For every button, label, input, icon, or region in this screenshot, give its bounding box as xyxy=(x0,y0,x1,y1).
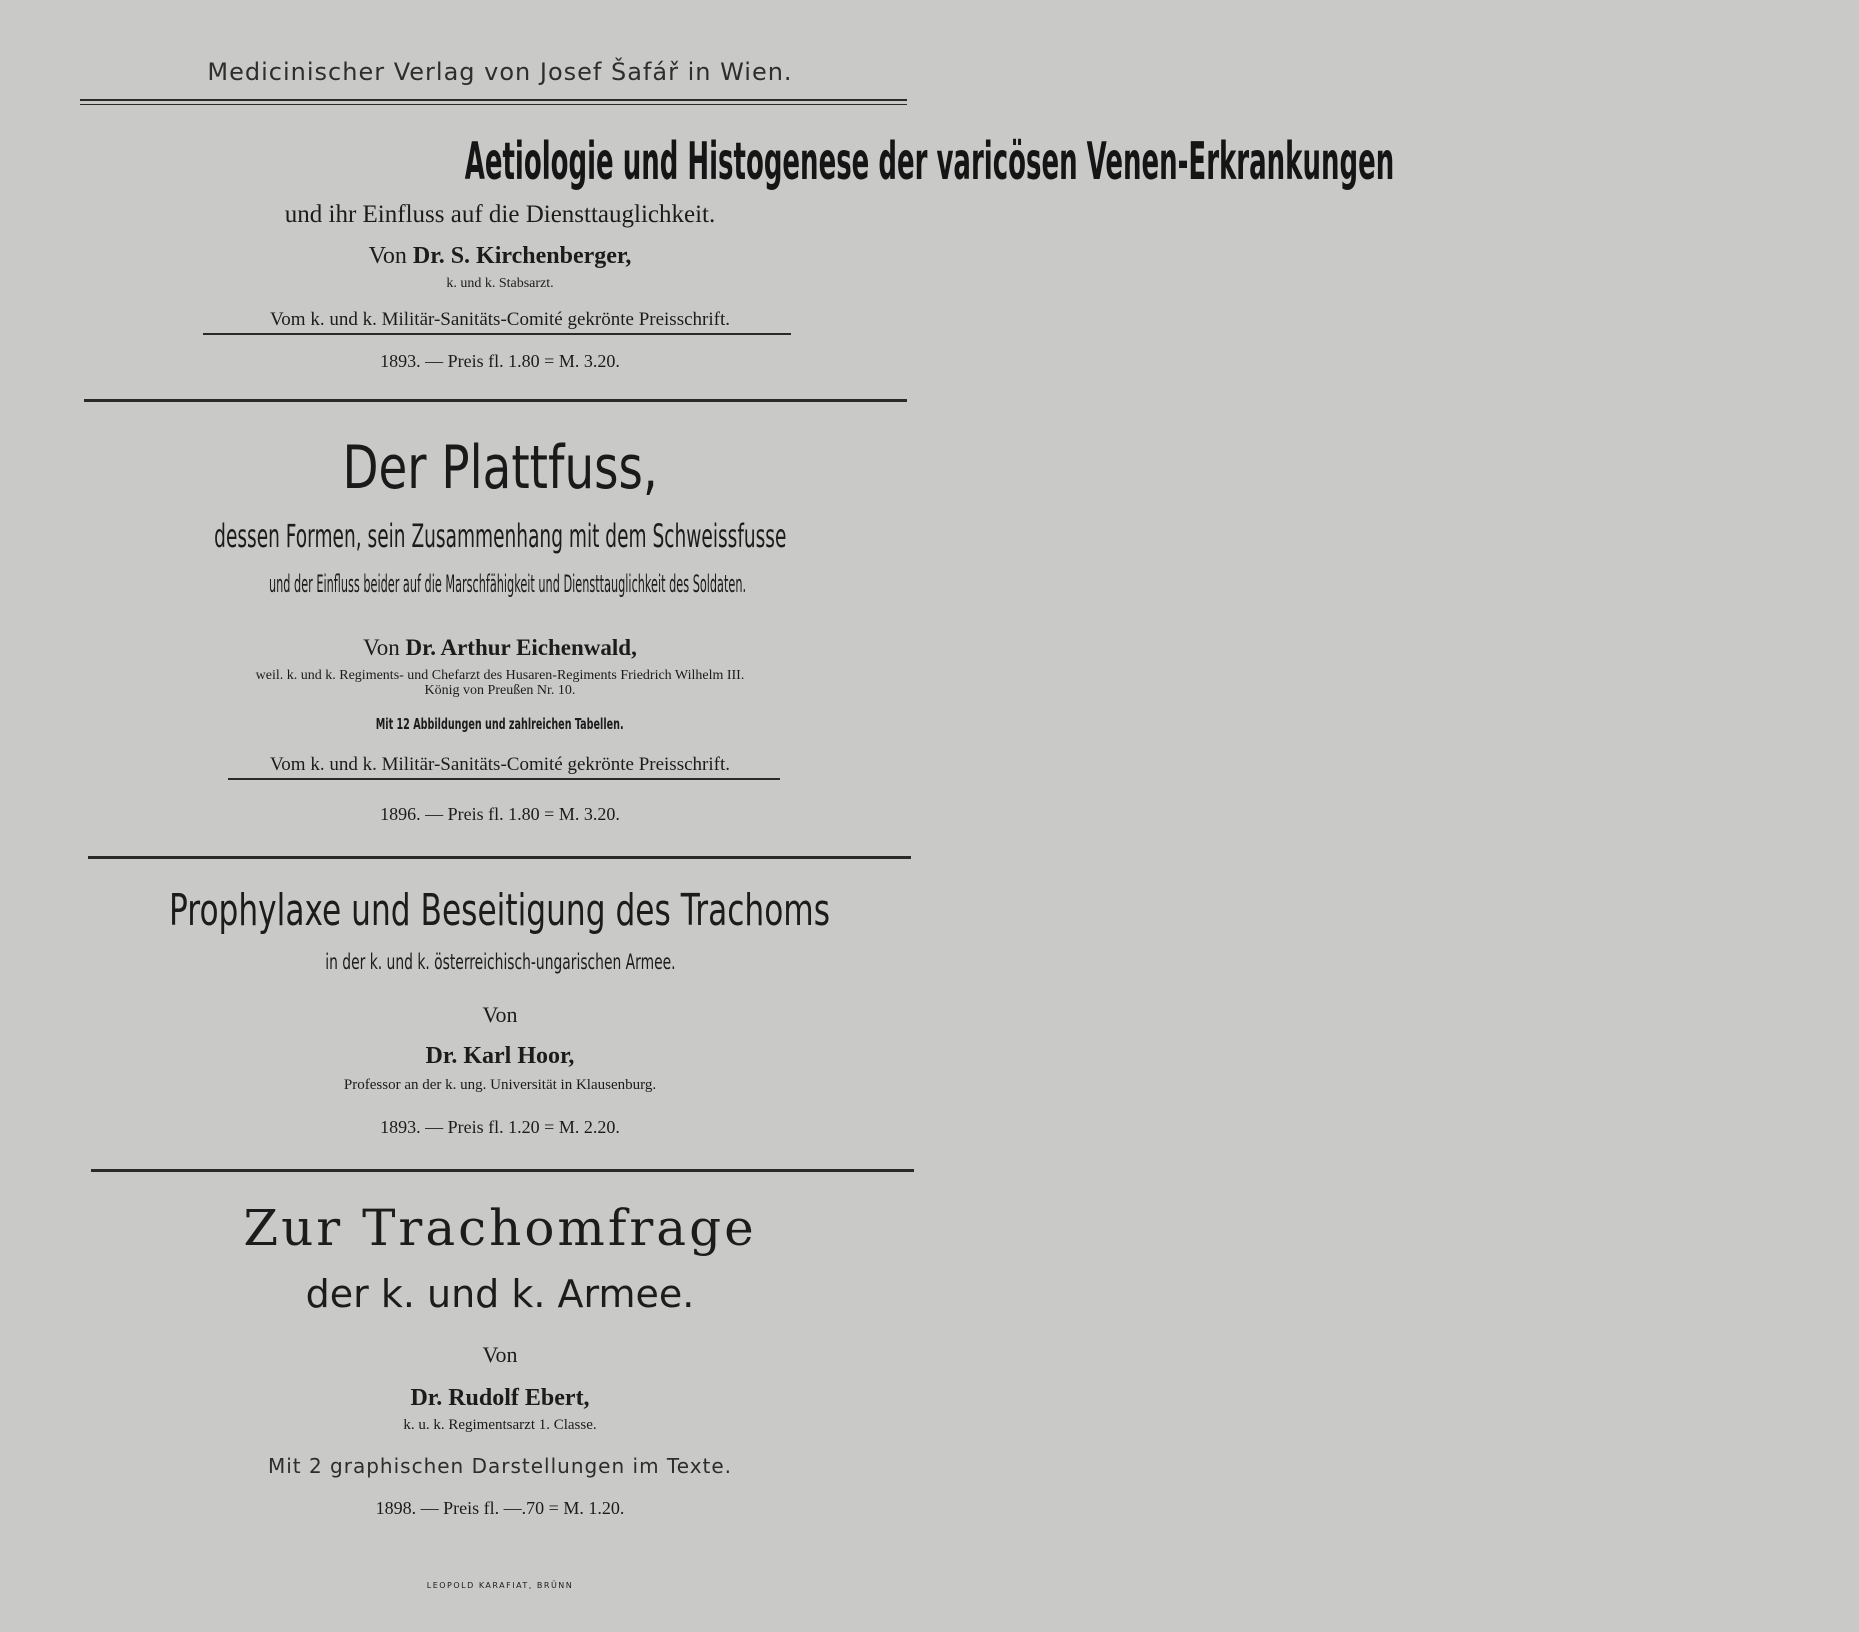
book-subtitle: und ihr Einfluss auf die Diensttauglichkeit. xyxy=(284,201,716,228)
section-divider xyxy=(88,856,911,859)
book-author: Dr. S. Kirchenberger, xyxy=(412,243,632,269)
book-award: Vom k. und k. Militär-Sanitäts-Comité gekrönte Preisschrift. xyxy=(270,754,730,775)
book-title: Aetiologie und Histogenese der varicösen Venen-Erkrankungen xyxy=(464,132,1395,192)
book-author-title: Professor an der k. ung. Universität in Klausenburg. xyxy=(343,1077,657,1093)
book-award: Vom k. und k. Militär-Sanitäts-Comité gekrönte Preisschrift. xyxy=(270,309,730,330)
section-divider xyxy=(91,1169,914,1172)
book-note: Mit 2 graphischen Darstellungen im Texte. xyxy=(267,1454,733,1478)
book-title: Zur Trachomfrage xyxy=(243,1199,757,1257)
book-author-title: k. und k. Stabsarzt. xyxy=(446,276,554,291)
book-illustrations: Mit 12 Abbildungen und zahlreichen Tabellen. xyxy=(376,715,624,733)
book-author: Dr. Arthur Eichenwald, xyxy=(405,635,637,660)
book-author: Dr. Rudolf Ebert, xyxy=(410,1385,590,1411)
book-author: Dr. Karl Hoor, xyxy=(425,1043,575,1069)
book-subtitle: dessen Formen, sein Zusammenhang mit dem Schweissfusse xyxy=(213,517,787,555)
publisher-heading: Medicinischer Verlag von Josef Šafář in Wien. xyxy=(207,58,793,86)
book-von: Von xyxy=(368,243,407,269)
header-rule-top xyxy=(80,99,907,101)
printer-imprint: LEOPOLD KARAFIAT, BRÜNN xyxy=(426,1581,574,1590)
book-price: 1898. — Preis fl. —.70 = M. 1.20. xyxy=(375,1498,625,1518)
book-price: 1893. — Preis fl. 1.20 = M. 2.20. xyxy=(380,1117,620,1137)
book-subtitle: der k. und k. Armee. xyxy=(305,1272,695,1316)
award-rule xyxy=(203,333,791,335)
book-price: 1896. — Preis fl. 1.80 = M. 3.20. xyxy=(380,804,620,824)
section-divider xyxy=(84,399,907,402)
book-title: Prophylaxe und Beseitigung des Trachoms xyxy=(169,885,831,936)
book-price: 1893. — Preis fl. 1.80 = M. 3.20. xyxy=(380,351,620,371)
header-rule-bottom xyxy=(80,104,907,105)
award-rule xyxy=(228,778,780,780)
book-von: Von xyxy=(482,1342,518,1367)
book-author-title: weil. k. und k. Regiments- und Chefarzt des Husaren-Regiments Friedrich Wilhelm III. xyxy=(255,668,745,683)
book-subtitle: in der k. und k. österreichisch-ungarischen Armee. xyxy=(324,950,676,974)
book-author-title: k. u. k. Regimentsarzt 1. Classe. xyxy=(403,1417,597,1433)
book-subtitle-secondary: und der Einfluss beider auf die Marschfähigkeit und Diensttauglichkeit des Soldaten. xyxy=(268,570,747,598)
book-author-title-secondary: König von Preußen Nr. 10. xyxy=(424,683,576,698)
book-von: Von xyxy=(363,635,400,660)
book-title: Der Plattfuss, xyxy=(342,433,658,503)
book-von: Von xyxy=(482,1002,518,1027)
